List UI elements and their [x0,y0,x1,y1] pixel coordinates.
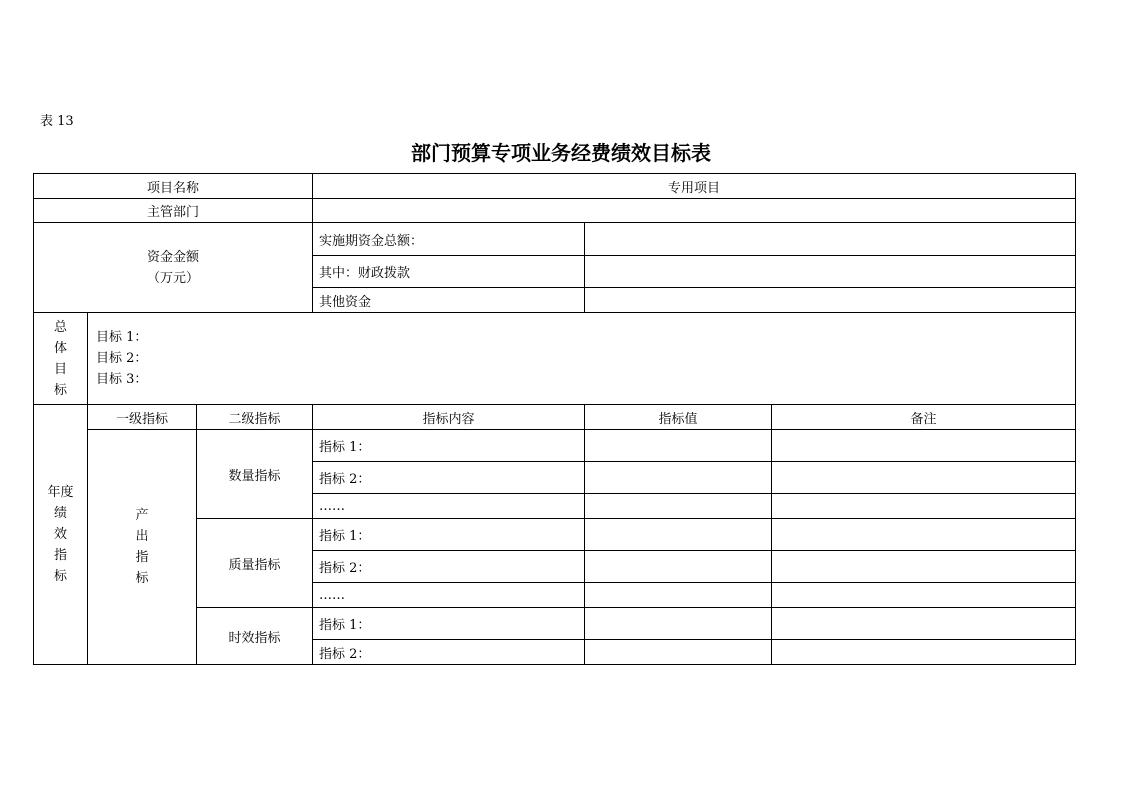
goal-item: 目标 1： [96,330,148,345]
goal-item: 目标 3： [96,372,148,387]
annual-indicator-label [34,405,88,665]
page-title: 部门预算专项业务经费绩效目标表 [411,141,711,165]
indicator-content-cell[interactable]: …… [313,583,585,608]
output-label-char: 标 [135,571,149,586]
indicator-remark-cell[interactable] [772,462,1076,494]
indicator-remark-cell[interactable] [772,608,1076,640]
header-value: 指标值 [585,405,772,430]
performance-goal-table [33,173,1076,665]
department-value[interactable] [313,199,1076,223]
indicator-remark-cell[interactable] [772,551,1076,583]
overall-goal-content[interactable] [88,313,1076,405]
indicator-value-cell[interactable] [585,551,772,583]
overall-goal-label [34,313,88,405]
output-label-char: 指 [135,550,149,565]
indicator-content-cell[interactable]: 指标 1： [313,608,585,640]
funds-fiscal-label: 其中：财政拨款 [313,256,585,288]
indicator-content-cell[interactable]: 指标 2： [313,462,585,494]
output-label-char: 出 [135,529,149,544]
funds-other-label: 其他资金 [313,288,585,313]
funds-total-label: 实施期资金总额： [313,223,585,256]
indicator-value-cell[interactable] [585,430,772,462]
goal-item: 目标 2： [96,351,148,366]
indicator-content-cell[interactable]: 指标 1： [313,430,585,462]
quality-indicator-label: 质量指标 [197,519,313,608]
funds-label [34,223,313,313]
project-name-value[interactable]: 专用项目 [313,174,1076,199]
funds-total-value[interactable] [585,223,1076,256]
overall-goal-char: 体 [53,340,67,356]
indicator-content-cell[interactable]: …… [313,494,585,519]
annual-label-char: 年度 [47,485,74,500]
indicator-value-cell[interactable] [585,519,772,551]
indicator-value-cell[interactable] [585,583,772,608]
indicator-remark-cell[interactable] [772,430,1076,462]
indicator-remark-cell[interactable] [772,640,1076,665]
funds-other-value[interactable] [585,288,1076,313]
indicator-value-cell[interactable] [585,462,772,494]
header-remark: 备注 [772,405,1076,430]
overall-goal-char: 标 [53,382,67,398]
header-level2: 二级指标 [197,405,313,430]
timeliness-indicator-label: 时效指标 [197,608,313,665]
indicator-value-cell[interactable] [585,640,772,665]
indicator-content-cell[interactable]: 指标 2： [313,640,585,665]
funds-label-line1: 资金金额 [146,249,199,265]
annual-label-char: 绩 [53,506,67,521]
output-label-char: 产 [135,508,149,523]
department-label: 主管部门 [34,199,313,223]
indicator-remark-cell[interactable] [772,583,1076,608]
funds-label-line2: （万元） [146,270,199,286]
header-level1: 一级指标 [88,405,197,430]
indicator-content-cell[interactable]: 指标 1： [313,519,585,551]
indicator-remark-cell[interactable] [772,494,1076,519]
indicator-remark-cell[interactable] [772,519,1076,551]
output-indicator-label [88,430,197,665]
annual-label-char: 指 [53,548,67,563]
overall-goal-char: 总 [53,319,67,335]
indicator-content-cell[interactable]: 指标 2： [313,551,585,583]
overall-goal-char: 目 [53,361,67,377]
header-content: 指标内容 [313,405,585,430]
indicator-value-cell[interactable] [585,494,772,519]
annual-label-char: 标 [53,569,67,584]
quantity-indicator-label: 数量指标 [197,430,313,519]
indicator-value-cell[interactable] [585,608,772,640]
annual-label-char: 效 [53,527,67,542]
table-number-label: 表 13 [40,114,74,129]
project-name-label: 项目名称 [34,174,313,199]
funds-fiscal-value[interactable] [585,256,1076,288]
